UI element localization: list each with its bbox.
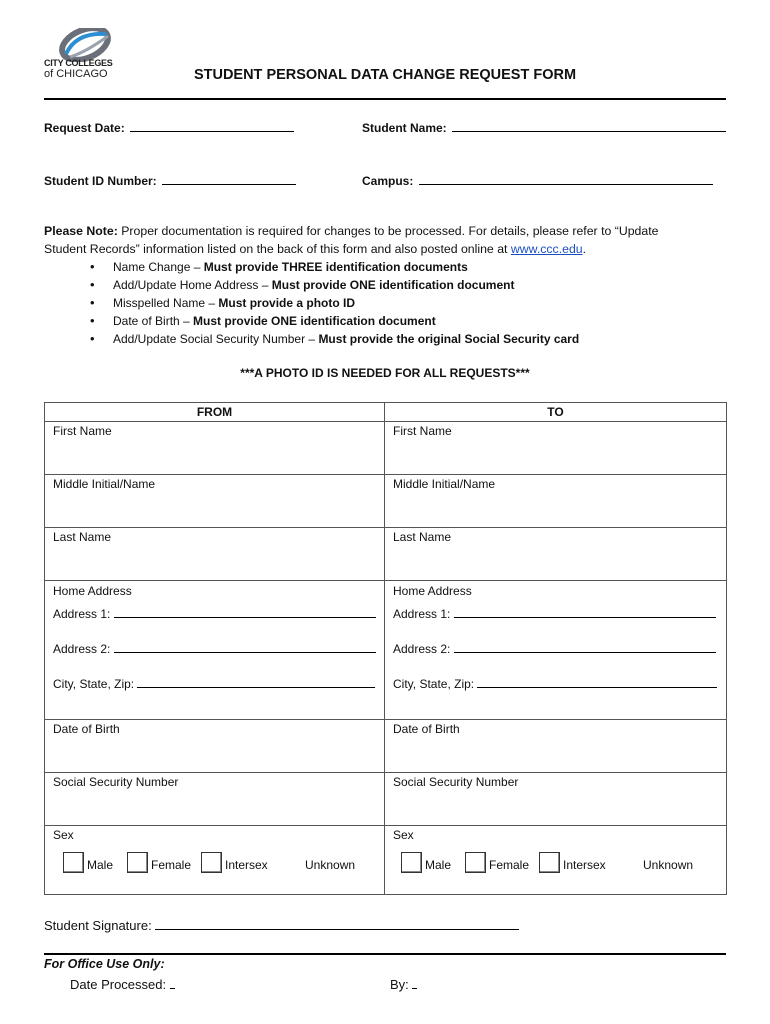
- office-divider: [44, 953, 726, 955]
- logo-line1: CITY COLLEGES: [44, 58, 113, 68]
- ssn-label: Social Security Number: [53, 775, 179, 789]
- bullet-label: Add/Update Social Security Number –: [113, 332, 319, 346]
- middle-name-label: Middle Initial/Name: [393, 477, 496, 491]
- address1-label: Address 1:: [393, 607, 451, 621]
- from-address1-field[interactable]: [45, 602, 384, 637]
- dob-label: Date of Birth: [393, 722, 460, 736]
- by-field[interactable]: [390, 976, 417, 992]
- ssn-label: Social Security Number: [393, 775, 519, 789]
- to-address2-field[interactable]: [385, 637, 726, 672]
- bullet-label: Misspelled Name –: [113, 296, 219, 310]
- date-processed-field[interactable]: [70, 976, 175, 992]
- student-id-line[interactable]: [162, 172, 296, 185]
- note-text: Proper documentation is required for changes to be processed. For details, please refer to “Update Student Records” information listed on the back of this form and also posted online at: [44, 224, 659, 256]
- dob-label: Date of Birth: [53, 722, 120, 736]
- note-end: .: [582, 242, 587, 256]
- from-last-name-cell[interactable]: [45, 528, 385, 581]
- list-item: [88, 312, 579, 330]
- list-item: [88, 330, 579, 348]
- home-address-label: Home Address: [393, 584, 472, 598]
- from-city-field[interactable]: [45, 672, 384, 707]
- table-row: [45, 773, 727, 826]
- bullet-requirement: Must provide ONE identification document: [193, 314, 436, 328]
- middle-name-label: Middle Initial/Name: [53, 477, 156, 491]
- student-name-line[interactable]: [452, 119, 726, 132]
- student-name-label: Student Name:: [362, 121, 447, 135]
- ccc-link[interactable]: www.ccc.edu: [510, 242, 583, 256]
- intersex-checkbox[interactable]: [201, 852, 222, 873]
- sex-label: Sex: [393, 828, 414, 842]
- form-title: STUDENT PERSONAL DATA CHANGE REQUEST FORM: [193, 67, 577, 83]
- table-row: [45, 528, 727, 581]
- to-middle-name-cell[interactable]: [385, 475, 727, 528]
- to-last-name-cell[interactable]: [385, 528, 727, 581]
- from-dob-cell[interactable]: [45, 720, 385, 773]
- intersex-checkbox[interactable]: [539, 852, 560, 873]
- by-label: By:: [390, 977, 409, 992]
- to-ssn-cell[interactable]: [385, 773, 727, 826]
- from-address-cell: [45, 581, 385, 720]
- documentation-note: [44, 222, 704, 258]
- table-row: [45, 475, 727, 528]
- request-date-line[interactable]: [130, 119, 294, 132]
- bullet-requirement: Must provide THREE identification documents: [203, 260, 468, 274]
- date-processed-line[interactable]: [170, 976, 175, 989]
- signature-label: Student Signature:: [44, 918, 152, 933]
- bullet-requirement: Must provide the original Social Security card: [318, 332, 580, 346]
- first-name-label: First Name: [393, 424, 452, 438]
- address2-label: Address 2:: [53, 642, 111, 656]
- city-label: City, State, Zip:: [393, 677, 475, 691]
- bullet-label: Add/Update Home Address –: [113, 278, 272, 292]
- female-checkbox[interactable]: [127, 852, 148, 873]
- student-name-field[interactable]: [362, 119, 726, 135]
- student-id-field[interactable]: [44, 172, 296, 188]
- to-address1-field[interactable]: [385, 602, 726, 637]
- from-header: FROM: [45, 403, 385, 422]
- male-label: Male: [87, 858, 114, 872]
- campus-line[interactable]: [419, 172, 713, 185]
- table-row: [45, 720, 727, 773]
- student-id-label: Student ID Number:: [44, 174, 157, 188]
- unknown-label[interactable]: Unknown: [305, 858, 356, 872]
- from-city-line[interactable]: [137, 687, 375, 688]
- unknown-label[interactable]: Unknown: [643, 858, 694, 872]
- request-date-label: Request Date:: [44, 121, 125, 135]
- from-address2-line[interactable]: [114, 652, 376, 653]
- signature-field[interactable]: [44, 915, 519, 933]
- from-address2-field[interactable]: [45, 637, 384, 672]
- bullet-label: Name Change –: [113, 260, 204, 274]
- female-label: Female: [151, 858, 192, 872]
- bullet-label: Date of Birth –: [113, 314, 194, 328]
- date-processed-label: Date Processed:: [70, 977, 167, 992]
- title-divider: [44, 98, 726, 100]
- male-label: Male: [425, 858, 452, 872]
- list-item: [88, 258, 579, 276]
- first-name-label: First Name: [53, 424, 112, 438]
- list-item: [88, 276, 579, 294]
- bullet-requirement: Must provide a photo ID: [218, 296, 356, 310]
- table-row: [45, 422, 727, 475]
- campus-field[interactable]: [362, 172, 713, 188]
- from-sex-cell: [45, 826, 385, 895]
- change-table: [44, 402, 727, 895]
- from-middle-name-cell[interactable]: [45, 475, 385, 528]
- intersex-label: Intersex: [563, 858, 606, 872]
- from-ssn-cell[interactable]: [45, 773, 385, 826]
- from-first-name-cell[interactable]: [45, 422, 385, 475]
- last-name-label: Last Name: [393, 530, 452, 544]
- city-label: City, State, Zip:: [53, 677, 135, 691]
- to-sex-cell: [385, 826, 727, 895]
- table-row: [45, 581, 727, 720]
- to-city-field[interactable]: [385, 672, 726, 707]
- to-address2-line[interactable]: [454, 652, 716, 653]
- by-line[interactable]: [412, 976, 417, 989]
- male-checkbox[interactable]: [63, 852, 84, 873]
- bullet-requirement: Must provide ONE identification document: [271, 278, 515, 292]
- to-first-name-cell[interactable]: [385, 422, 727, 475]
- list-item: [88, 294, 579, 312]
- request-date-field[interactable]: [44, 119, 294, 135]
- address1-label: Address 1:: [53, 607, 111, 621]
- from-address1-line[interactable]: [114, 617, 376, 618]
- to-city-line[interactable]: [477, 687, 717, 688]
- office-use-heading: For Office Use Only:: [44, 957, 165, 971]
- to-dob-cell[interactable]: [385, 720, 727, 773]
- to-address1-line[interactable]: [454, 617, 716, 618]
- table-row: [45, 826, 727, 895]
- photo-id-notice: ***A PHOTO ID IS NEEDED FOR ALL REQUESTS***: [240, 366, 530, 380]
- address2-label: Address 2:: [393, 642, 451, 656]
- last-name-label: Last Name: [53, 530, 112, 544]
- female-label: Female: [489, 858, 530, 872]
- signature-line[interactable]: [155, 915, 519, 930]
- sex-label: Sex: [53, 828, 74, 842]
- logo-swoosh-icon: [56, 28, 114, 62]
- table-header-row: [45, 403, 727, 422]
- logo-line2: of CHICAGO: [44, 68, 108, 80]
- home-address-label: Home Address: [53, 584, 132, 598]
- male-checkbox[interactable]: [401, 852, 422, 873]
- intersex-label: Intersex: [225, 858, 268, 872]
- requirements-list: [88, 258, 579, 348]
- to-address-cell: [385, 581, 727, 720]
- female-checkbox[interactable]: [465, 852, 486, 873]
- campus-label: Campus:: [362, 174, 414, 188]
- note-lead: Please Note:: [44, 224, 118, 238]
- to-header: TO: [385, 403, 727, 422]
